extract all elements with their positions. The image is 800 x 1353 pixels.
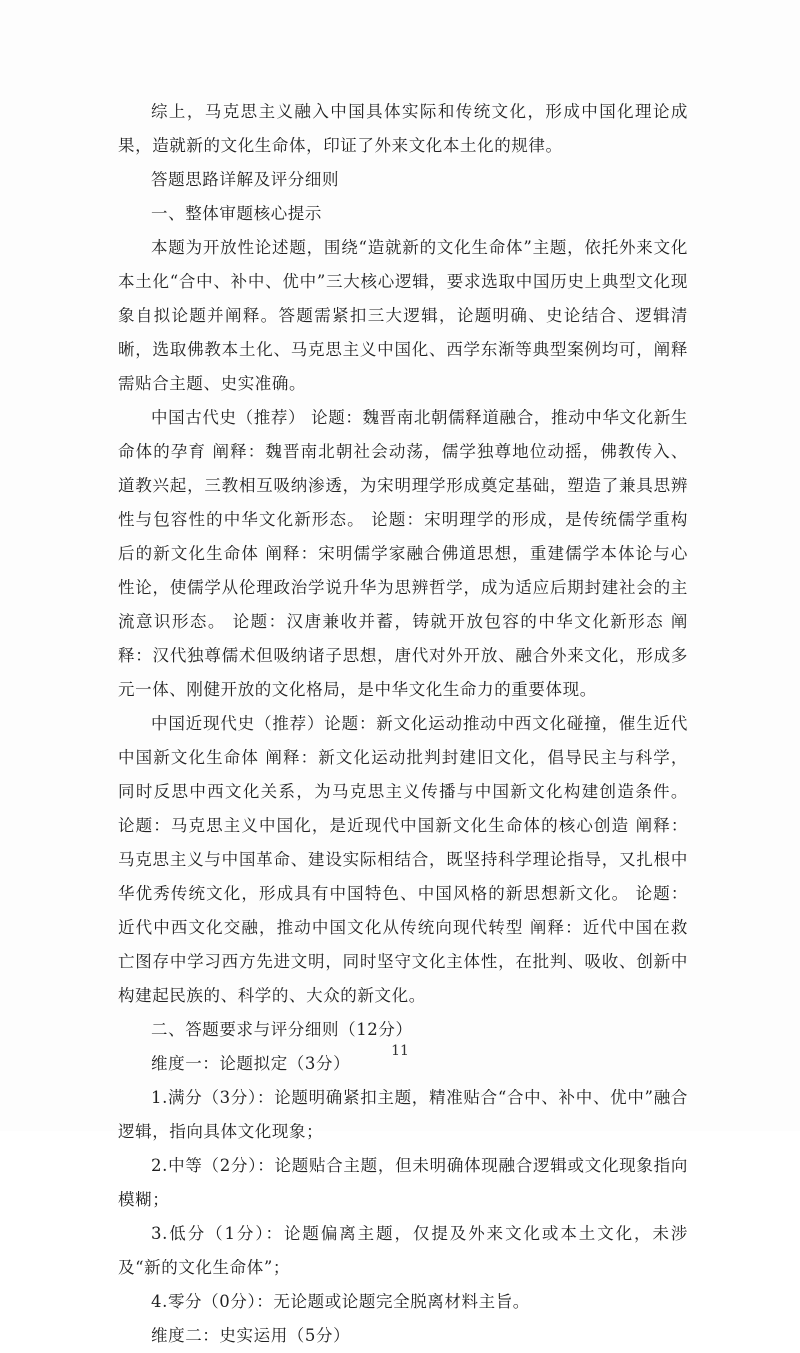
modern-history-paragraph: 中国近现代史（推荐）论题：新文化运动推动中西文化碰撞，催生近代中国新文化生命体 阐释：新文化运动批判封建旧文化，倡导民主与科学，同时反思中西文化关系，为马克思主义传播与中国新文化构建创造条件。 论题：马克思主义中国化，是近现代中国新文化生命体的核心创造 阐释：马克思主义与中国革命、建设实际相结合，既坚持科学理论指导，又扎根中华优秀传统文化，形成具有中国特色、中国风格的新思想新文化。 论题：近代中西文化交融，推动中国文化从传统向现代转型 阐释：近代中国在救亡图存中学习西方先进文明，同时坚守文化主体性，在批判、吸收、创新中构建起民族的、科学的、大众的新文化。 bbox=[118, 714, 688, 1005]
section-heading-review-tips: 一、整体审题核心提示 bbox=[151, 204, 322, 223]
section-heading-scoring: 二、答题要求与评分细则（12分） bbox=[151, 1020, 413, 1039]
ancient-history-paragraph: 中国古代史（推荐） 论题：魏晋南北朝儒释道融合，推动中华文化新生命体的孕育 阐释：魏晋南北朝社会动荡，儒学独尊地位动摇，佛教传入、道教兴起，三教相互吸纳渗透，为宋明理学形成奠定基础，塑造了兼具思辨性与包容性的中华文化新形态。 论题：宋明理学的形成，是传统儒学重构后的新文化生命体 阐释：宋明儒学家融合佛道思想，重建儒学本体论与心性论，使儒学从伦理政治学说升华为思辨哲学，成为适应后期封建社会的主流意识形态。 论题：汉唐兼收并蓄，铸就开放包容的中华文化新形态 阐释：汉代独尊儒术但吸纳诸子思想，唐代对外开放、融合外来文化，形成多元一体、刚健开放的文化格局，是中华文化生命力的重要体现。 bbox=[118, 408, 688, 699]
page-number: 11 bbox=[391, 1043, 409, 1059]
question-analysis-paragraph: 本题为开放性论述题，围绕“造就新的文化生命体”主题，依托外来文化本土化“合中、补中、优中”三大核心逻辑，要求选取中国历史上典型文化现象自拟论题并阐释。答题需紧扣三大逻辑，论题明确、史论结合、逻辑清晰，选取佛教本土化、马克思主义中国化、西学东渐等典型案例均可，阐释需贴合主题、史实准确。 bbox=[118, 238, 688, 393]
dimension-one-heading: 维度一：论题拟定（3分） bbox=[151, 1054, 351, 1073]
score-level-zero: 4.零分（0分）：无论题或论题完全脱离材料主旨。 bbox=[151, 1292, 530, 1311]
section-heading-answer-guide: 答题思路详解及评分细则 bbox=[151, 170, 340, 189]
score-level-full: 1.满分（3分）：论题明确紧扣主题，精准贴合“合中、补中、优中”融合逻辑，指向具体文化现象； bbox=[118, 1088, 688, 1141]
document-body bbox=[118, 95, 688, 1353]
score-level-low: 3.低分（1分）：论题偏离主题，仅提及外来文化或本土文化，未涉及“新的文化生命体”； bbox=[118, 1224, 688, 1277]
summary-paragraph: 综上，马克思主义融入中国具体实际和传统文化，形成中国化理论成果，造就新的文化生命体，印证了外来文化本土化的规律。 bbox=[118, 102, 688, 155]
score-level-medium: 2.中等（2分）：论题贴合主题，但未明确体现融合逻辑或文化现象指向模糊； bbox=[118, 1156, 688, 1209]
dimension-two-heading: 维度二：史实运用（5分） bbox=[151, 1326, 351, 1345]
